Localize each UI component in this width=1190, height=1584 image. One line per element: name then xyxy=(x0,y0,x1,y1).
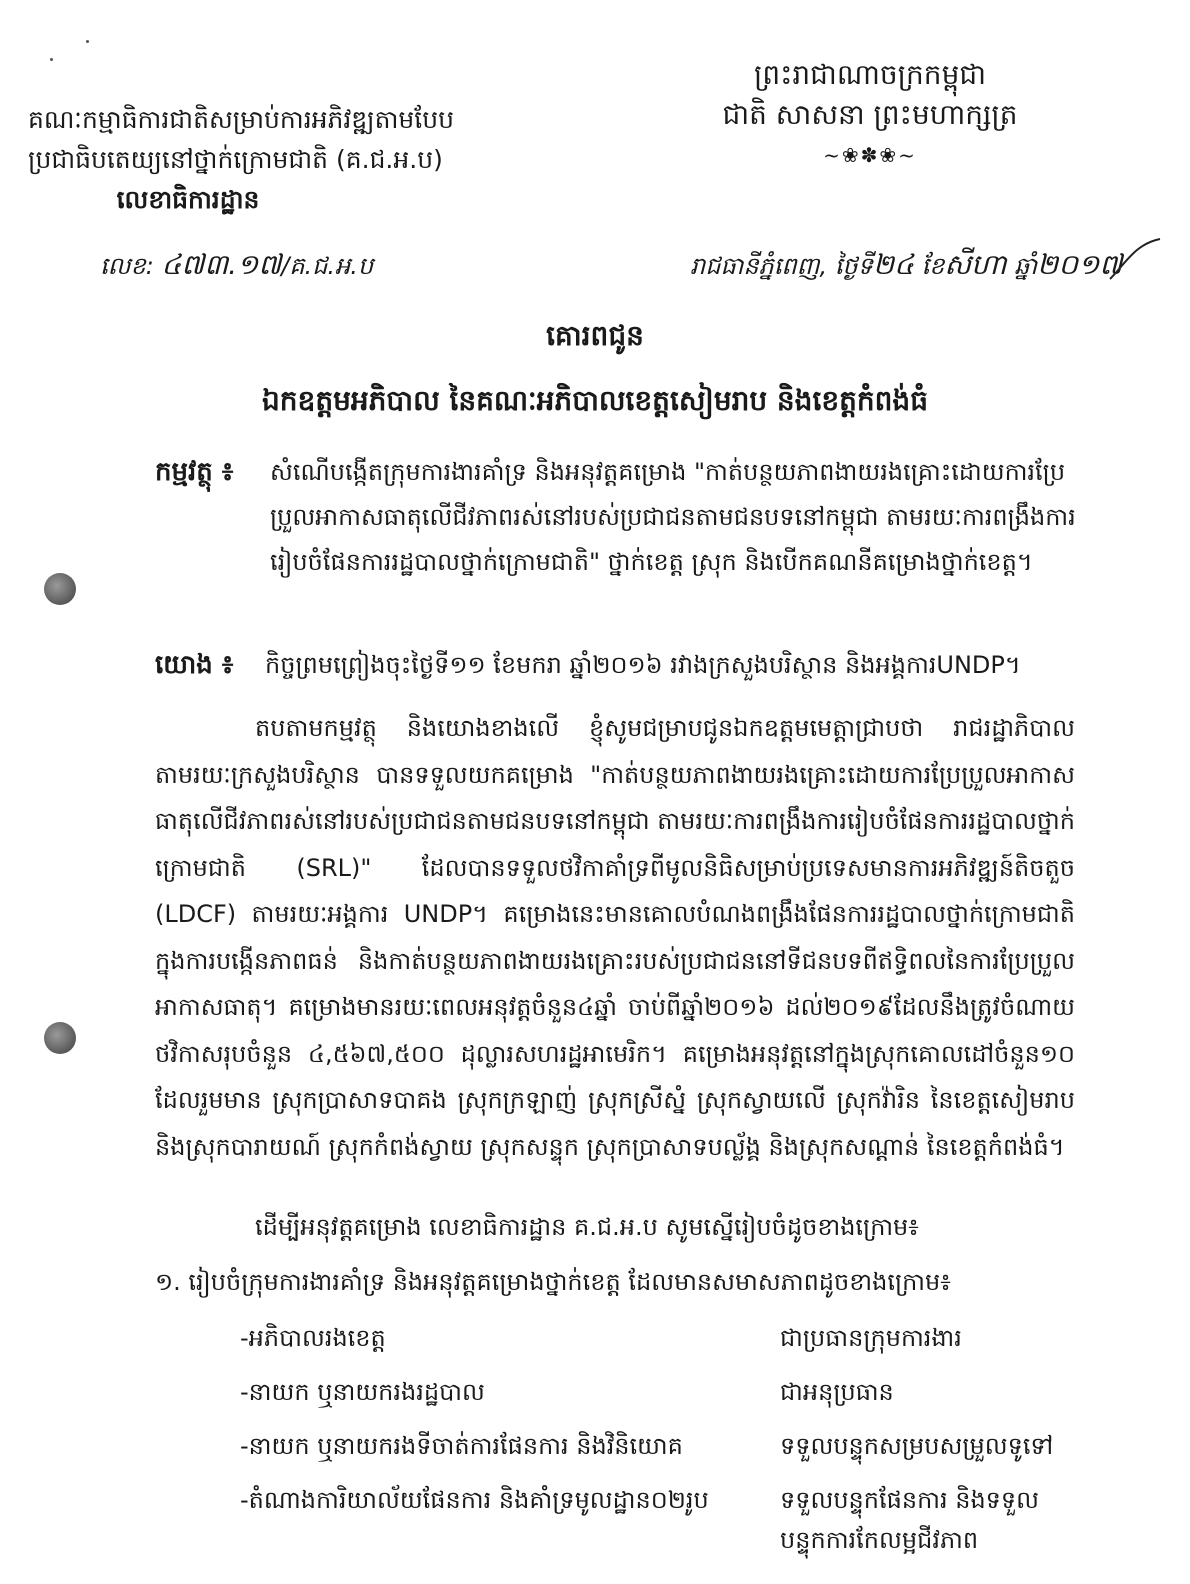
date-day: ២៤ xyxy=(872,248,914,281)
punch-hole xyxy=(44,1022,76,1054)
salutation: គោរពជូន xyxy=(546,319,644,352)
member-row xyxy=(240,1480,1090,1570)
org-line-2: ប្រជាធិបតេយ្យនៅថ្នាក់ក្រោមជាតិ (គ.ជ.អ.ប) xyxy=(28,145,443,174)
recipient: ឯកឧត្តមអភិបាល នៃគណៈអភិបាលខេត្តសៀមរាប និងខេត្តកំពង់ធំ xyxy=(262,384,928,417)
org-department: លេខាធិការដ្ឋាន xyxy=(116,185,260,214)
member-role: -នាយក ឬនាយករងទីចាត់ការផែនការ និងវិនិយោគ xyxy=(240,1432,683,1460)
date-month-prefix: ខែ xyxy=(913,252,945,280)
punch-hole xyxy=(44,573,76,605)
date-prefix: រាជធានីភ្នំពេញ, ថ្ងៃទី xyxy=(690,252,873,280)
subject-label: កម្មវត្ថុ ៖ xyxy=(155,457,234,487)
date-line xyxy=(690,247,1122,288)
reference-basis-label: យោង ៖ xyxy=(155,650,234,680)
national-motto: ជាតិ សាសនា ព្រះមហាក្សត្រ xyxy=(722,98,1018,131)
kingdom-header xyxy=(690,55,1050,175)
reference-basis-text: កិច្ចព្រមព្រៀងចុះថ្ងៃទី១១ ខែមករា ឆ្នាំ២០១៦ រវាងក្រសួងបរិស្ថាន និងអង្គការUNDP។ xyxy=(265,651,1021,679)
member-row xyxy=(240,1426,1090,1466)
member-row xyxy=(240,1318,1090,1358)
item-1-heading: ១. រៀបចំក្រុមការងារគាំទ្រ និងអនុវត្តគម្រោងថ្នាក់ខេត្ត ដែលមានសមាសភាពដូចខាងក្រោម៖ xyxy=(155,1268,951,1296)
ornament-divider: ~❀✽❀~ xyxy=(823,143,917,167)
handwritten-flourish xyxy=(1105,234,1165,284)
subject-block xyxy=(155,450,1105,576)
subject-text: សំណើបង្កើតក្រុមការងារគាំទ្រ និងអនុវត្តគម្រោង "កាត់បន្ថយភាពងាយរងគ្រោះដោយការប្រែប្រួលអាកាសធាតុលើជីវភាពរស់នៅរបស់ប្រជាជនតាមជនបទនៅកម្ពុជា តាមរយៈការពង្រឹងការរៀបចំផែនការរដ្ឋបាលថ្នាក់ក្រោមជាតិ" ថ្នាក់ខេត្ត ស្រុក និងបើកគណនីគម្រោងថ្នាក់ខេត្ត។ xyxy=(270,458,1076,576)
member-duty: ទទួលបន្ទុកផែនការ និងទទួលបន្ទុកការកែលម្អជីវភាព xyxy=(780,1486,1039,1554)
date-year-prefix: ឆ្នាំ xyxy=(1006,252,1038,280)
kingdom-title: ព្រះរាជាណាចក្រកម្ពុជា xyxy=(753,58,986,91)
member-role: -តំណាងការិយាល័យផែនការ និងគាំទ្រមូលដ្ឋាន០២រូប xyxy=(240,1486,709,1514)
member-duty: ជាប្រធានក្រុមការងារ xyxy=(780,1324,962,1352)
reference-handwritten: ៤៧៣.១៧ xyxy=(161,248,282,281)
reference-number xyxy=(100,247,373,288)
reference-suffix: /គ.ជ.អ.ប xyxy=(281,252,374,280)
scan-speck xyxy=(50,58,53,61)
issuing-organization xyxy=(28,100,454,220)
body-paragraph: តបតាមកម្មវត្ថុ និងយោងខាងលើ ខ្ញុំសូមជម្រាបជូនឯកឧត្តមមេត្តាជ្រាបថា រាជរដ្ឋាភិបាលតាមរយៈក្រសួងបរិស្ថាន បានទទួលយកគម្រោង "កាត់បន្ថយភាពងាយរងគ្រោះដោយការប្រែប្រួលអាកាសធាតុលើជីវភាពរស់នៅរបស់ប្រជាជនតាមជនបទនៅកម្ពុជា តាមរយៈការពង្រឹងការរៀបចំផែនការរដ្ឋបាលថ្នាក់ក្រោមជាតិ (SRL)" ដែលបានទទួលថវិកាគាំទ្រពីមូលនិធិសម្រាប់ប្រទេសមានការអភិវឌ្ឍន៍តិចតួច (LDCF) តាមរយៈអង្គការ UNDP។ គម្រោងនេះមានគោលបំណងពង្រឹងផែនការរដ្ឋបាលថ្នាក់ក្រោមជាតិ ក្នុងការបង្កើនភាពធន់ និងកាត់បន្ថយភាពងាយរងគ្រោះរបស់ប្រជាជននៅទីជនបទពីឥទ្ធិពលនៃការប្រែប្រួលអាកាសធាតុ។ គម្រោងមានរយៈពេលអនុវត្តចំនួន៤ឆ្នាំ ចាប់ពីឆ្នាំ២០១៦ ដល់២០១៩ដែលនឹងត្រូវចំណាយថវិកាសរុបចំនួន ៤,៥៦៧,៥០០ ដុល្លារសហរដ្ឋអាមេរិក។ គម្រោងអនុវត្តនៅក្នុងស្រុកគោលដៅចំនួន១០ ដែលរួមមាន ស្រុកប្រាសាទបាគង ស្រុកក្រឡាញ់ ស្រុកស្រីស្នំ ស្រុកស្វាយលើ ស្រុកវ៉ារិន នៃខេត្តសៀមរាប និងស្រុកបារាយណ៍ ស្រុកកំពង់ស្វាយ ស្រុកសន្ទុក ស្រុកប្រាសាទបល្ល័ង្គ និងស្រុកសណ្តាន់ នៃខេត្តកំពង់ធំ។ xyxy=(155,714,1075,1161)
date-year: ២០១៧ xyxy=(1037,248,1123,281)
member-role: -អភិបាលរងខេត្ត xyxy=(240,1324,386,1352)
member-duty: ជាអនុប្រធាន xyxy=(780,1378,894,1406)
member-duty: ទទួលបន្ទុកសម្របសម្រួលទូទៅ xyxy=(780,1432,1054,1460)
reference-prefix: លេខ: xyxy=(100,252,162,280)
date-month: សីហា xyxy=(944,248,1007,281)
member-row xyxy=(240,1372,1090,1412)
request-paragraph: ដើម្បីអនុវត្តគម្រោង លេខាធិការដ្ឋាន គ.ជ.អ.ប សូមស្នើរៀបចំដូចខាងក្រោម៖ xyxy=(255,1213,919,1241)
org-line-1: គណៈកម្មាធិការជាតិសម្រាប់ការអភិវឌ្ឍតាមបែប xyxy=(28,105,454,134)
reference-basis xyxy=(155,645,1105,685)
scan-speck xyxy=(86,40,89,43)
member-role: -នាយក ឬនាយករងរដ្ឋបាល xyxy=(240,1378,485,1406)
